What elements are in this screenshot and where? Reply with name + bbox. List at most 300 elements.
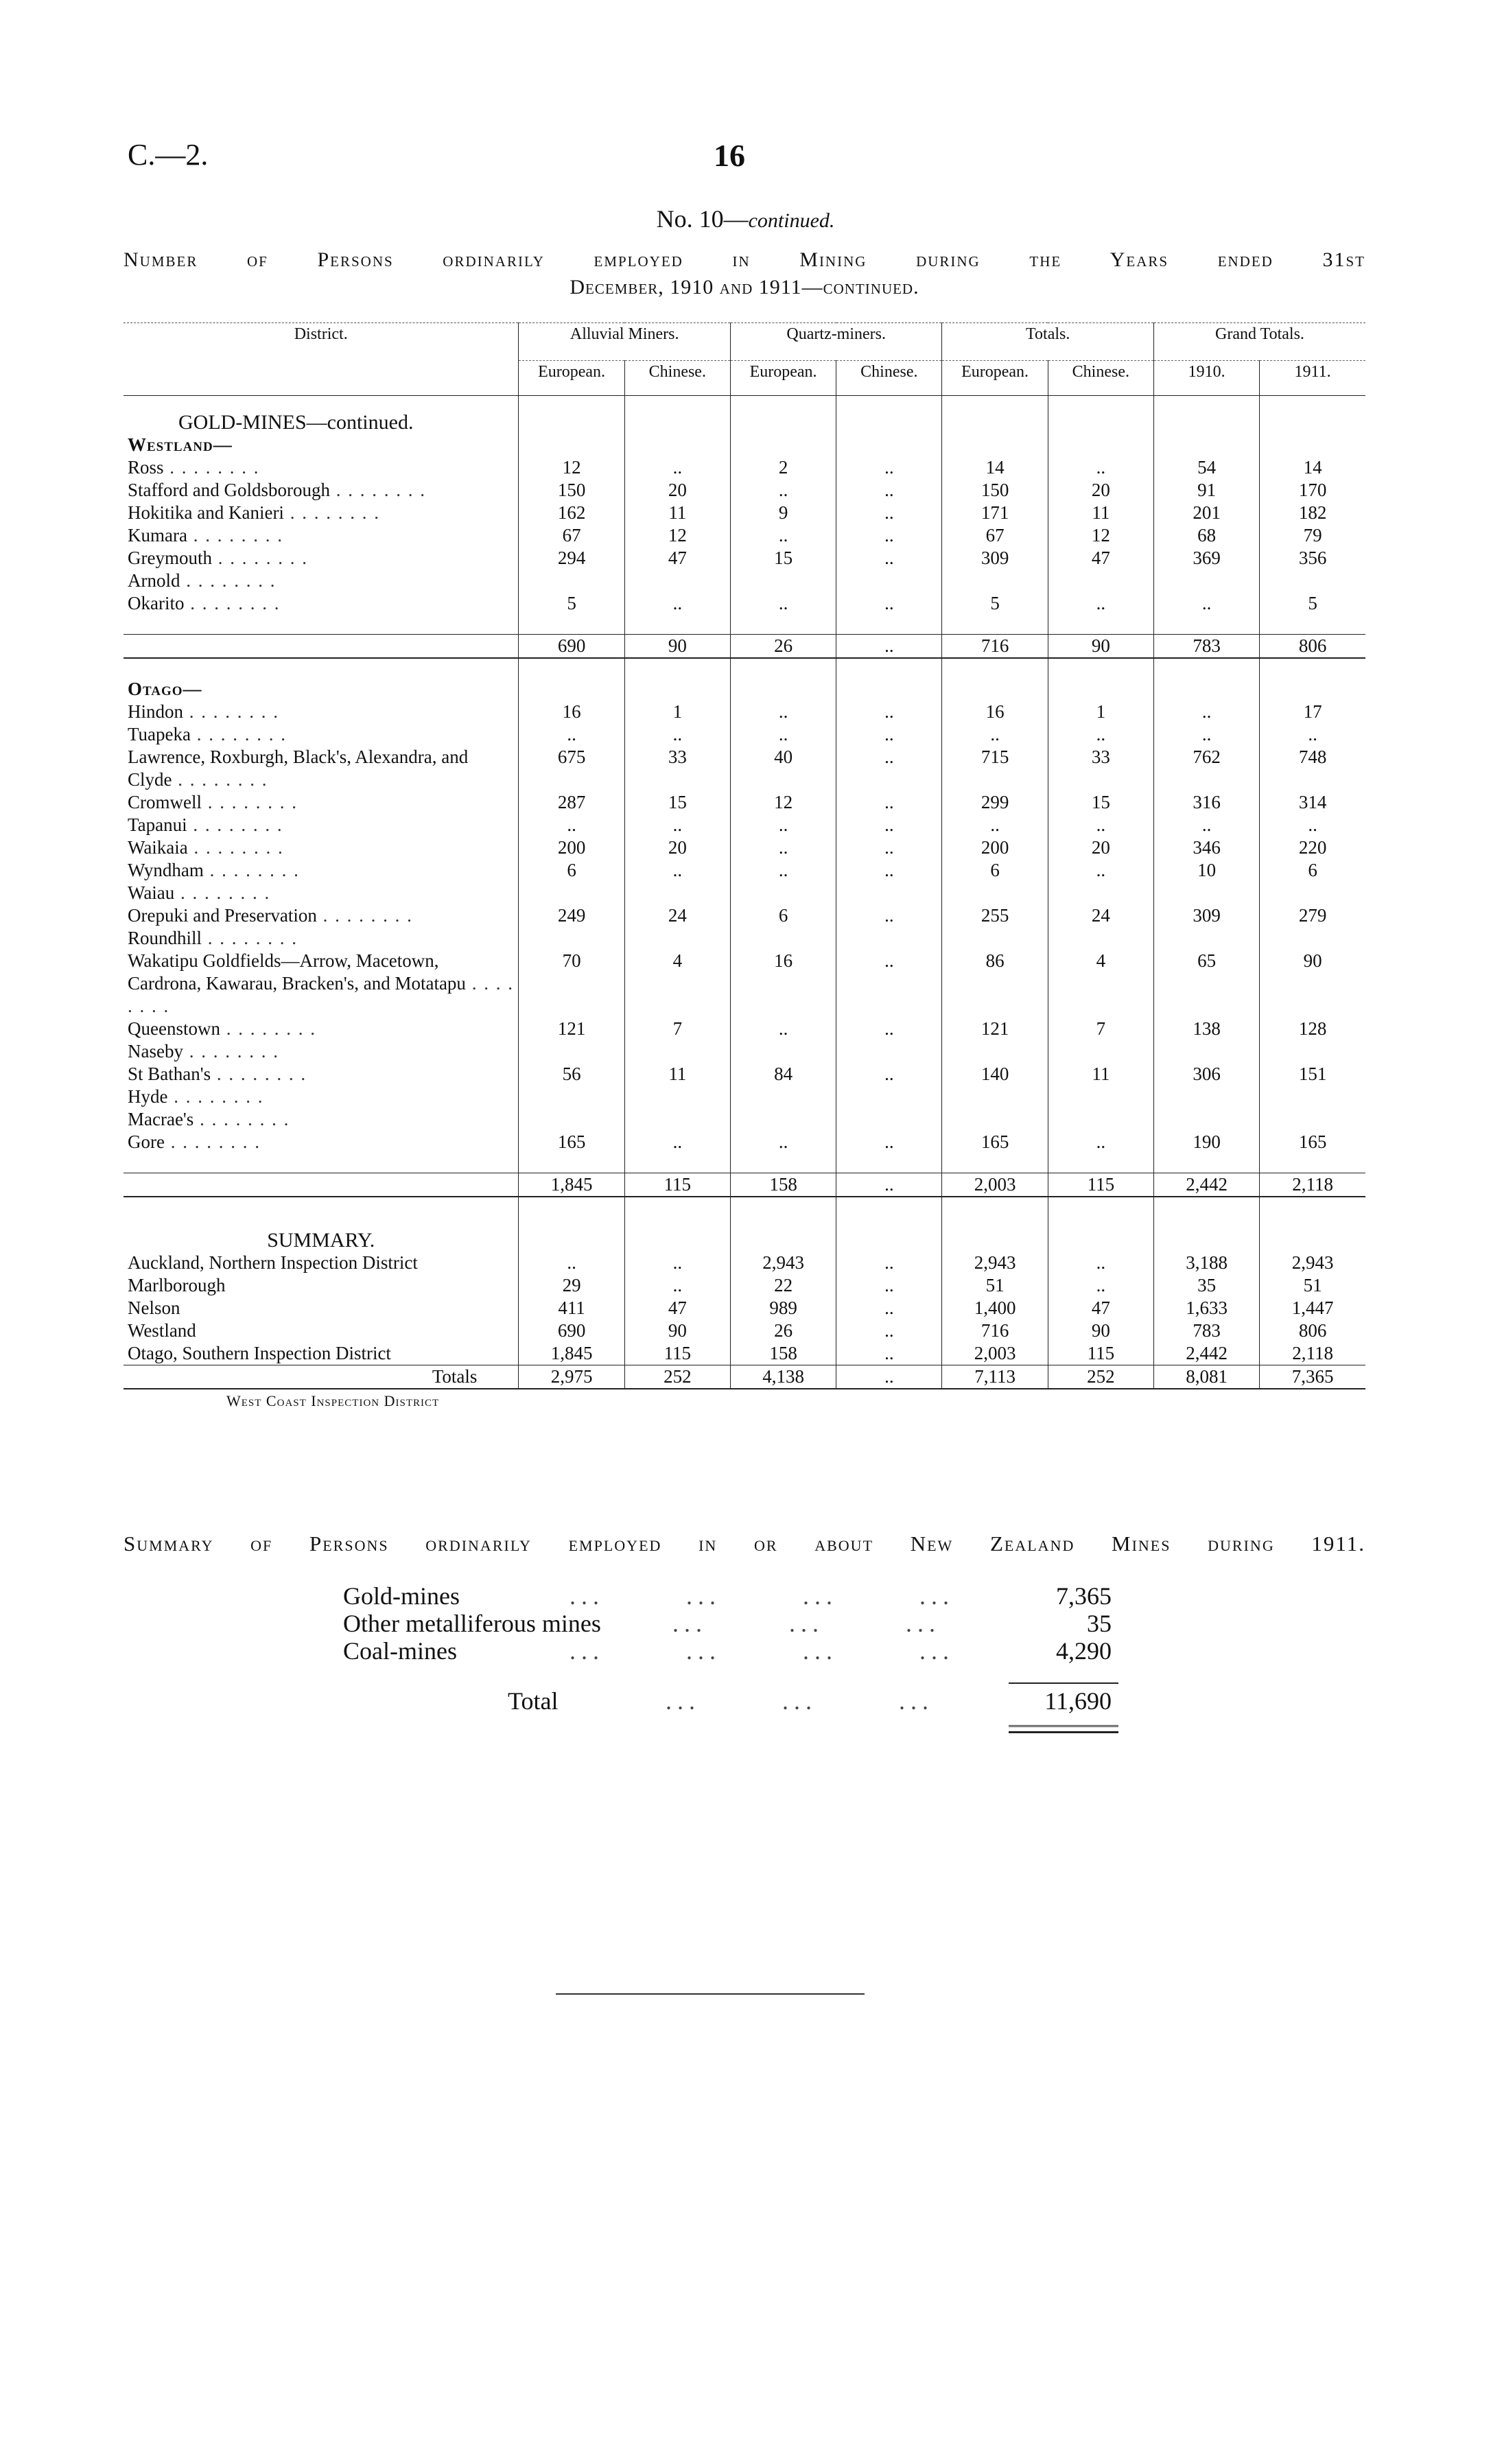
cell xyxy=(836,882,942,904)
col-1911: 1911. xyxy=(1260,361,1365,396)
district-name: Queenstown . . xyxy=(124,1018,519,1040)
cell: 86 xyxy=(942,950,1048,1018)
cell: 33 xyxy=(624,746,730,791)
cell: 150 xyxy=(519,479,624,502)
cell: 369 xyxy=(1153,547,1259,570)
total-row xyxy=(124,1173,1365,1197)
cell: 4 xyxy=(624,950,730,1018)
cell: 140 xyxy=(942,1063,1048,1086)
leader-dots: ... ... ... xyxy=(666,1687,934,1715)
cell: 2,943 xyxy=(942,1252,1048,1274)
cell: 165 xyxy=(519,1131,624,1153)
cell: 40 xyxy=(730,746,836,791)
cell xyxy=(1260,1086,1365,1108)
table-row xyxy=(124,723,1365,746)
cell xyxy=(1153,1153,1259,1173)
cell: .. xyxy=(836,479,942,502)
cell xyxy=(730,1197,836,1217)
cell: 6 xyxy=(1260,859,1365,882)
cell: 1 xyxy=(624,701,730,723)
cell: 190 xyxy=(1153,1131,1259,1153)
otago-heading-label: Otago— xyxy=(128,679,202,699)
cell: 15 xyxy=(730,547,836,570)
cell: 12 xyxy=(1048,524,1153,547)
cell: 29 xyxy=(519,1274,624,1297)
cell xyxy=(519,678,624,701)
cell xyxy=(942,1153,1048,1173)
cell: .. xyxy=(836,547,942,570)
cell xyxy=(1048,1197,1153,1217)
cell: 411 xyxy=(519,1297,624,1319)
total-label xyxy=(124,635,519,659)
cell: .. xyxy=(942,814,1048,836)
cell: .. xyxy=(624,456,730,479)
col-grand-totals: Grand Totals. xyxy=(1153,323,1365,361)
cell: .. xyxy=(836,1365,942,1389)
cell: 162 xyxy=(519,502,624,524)
table-row xyxy=(124,1342,1365,1365)
cell: .. xyxy=(836,1252,942,1274)
cell: .. xyxy=(1260,814,1365,836)
cell: 12 xyxy=(519,456,624,479)
table-row xyxy=(124,814,1365,836)
cell xyxy=(836,615,942,635)
cell: 26 xyxy=(730,635,836,659)
cell: .. xyxy=(1048,1274,1153,1297)
cell: 201 xyxy=(1153,502,1259,524)
summary-rule xyxy=(1009,1682,1118,1684)
table-body xyxy=(124,396,1365,1413)
col-district: District. xyxy=(124,323,519,396)
cell: 783 xyxy=(1153,635,1259,659)
cell xyxy=(1048,678,1153,701)
cell: 67 xyxy=(519,524,624,547)
cell: 220 xyxy=(1260,836,1365,859)
table-row xyxy=(124,547,1365,570)
cell: .. xyxy=(836,1297,942,1319)
table-row xyxy=(124,791,1365,814)
cell: .. xyxy=(836,1342,942,1365)
district-name: Stafford and Goldsborough . . xyxy=(124,479,519,502)
cell: .. xyxy=(624,723,730,746)
cell: .. xyxy=(624,1274,730,1297)
cell: .. xyxy=(836,836,942,859)
cell: .. xyxy=(1153,814,1259,836)
district-name: St Bathan's . . xyxy=(124,1063,519,1086)
cell: .. xyxy=(1153,592,1259,615)
district-name: Hindon . . xyxy=(124,701,519,723)
cell: 690 xyxy=(519,1319,624,1342)
cell: 309 xyxy=(1153,904,1259,927)
cell: .. xyxy=(836,1018,942,1040)
cell: 20 xyxy=(1048,836,1153,859)
cell: .. xyxy=(836,859,942,882)
cell: 10 xyxy=(1153,859,1259,882)
cell: 2 xyxy=(730,456,836,479)
cell xyxy=(1048,882,1153,904)
cell: 806 xyxy=(1260,635,1365,659)
cell xyxy=(942,678,1048,701)
cell xyxy=(624,1108,730,1131)
cell: 115 xyxy=(1048,1173,1153,1197)
cell: 51 xyxy=(942,1274,1048,1297)
district-name: Arnold . . xyxy=(124,570,519,592)
cell: 715 xyxy=(942,746,1048,791)
cell: 6 xyxy=(942,859,1048,882)
cell: 90 xyxy=(1048,635,1153,659)
cell xyxy=(942,1086,1048,1108)
cell xyxy=(730,678,836,701)
district-name: Roundhill . . xyxy=(124,927,519,950)
cell xyxy=(836,434,942,456)
cell: 2,003 xyxy=(942,1173,1048,1197)
col-quartz-chinese: Chinese. xyxy=(836,361,942,396)
cell xyxy=(1048,1086,1153,1108)
cell xyxy=(730,1040,836,1063)
cell xyxy=(1153,1108,1259,1131)
table-row xyxy=(124,859,1365,882)
cell: 6 xyxy=(519,859,624,882)
cell xyxy=(730,1108,836,1131)
cell xyxy=(624,1197,730,1217)
cell xyxy=(836,1153,942,1173)
table-row xyxy=(124,1018,1365,1040)
cell: .. xyxy=(1153,701,1259,723)
cell xyxy=(1048,658,1153,678)
otago-heading xyxy=(124,678,1365,701)
cell: 11 xyxy=(1048,1063,1153,1086)
cell xyxy=(1048,434,1153,456)
cell: .. xyxy=(836,701,942,723)
district-name: Wyndham . . xyxy=(124,859,519,882)
cell xyxy=(730,658,836,678)
cell xyxy=(1260,434,1365,456)
cell: 165 xyxy=(1260,1131,1365,1153)
district-name: Hyde . . xyxy=(124,1086,519,1108)
cell xyxy=(1260,1197,1365,1217)
cell: 279 xyxy=(1260,904,1365,927)
cell xyxy=(1153,434,1259,456)
cell: 47 xyxy=(624,1297,730,1319)
cell xyxy=(836,658,942,678)
cell: .. xyxy=(624,1252,730,1274)
cell xyxy=(519,1086,624,1108)
cell: 5 xyxy=(1260,592,1365,615)
cell: 182 xyxy=(1260,502,1365,524)
cell xyxy=(942,882,1048,904)
cell xyxy=(730,927,836,950)
cell: 716 xyxy=(942,1319,1048,1342)
cell xyxy=(836,1040,942,1063)
table-row xyxy=(124,502,1365,524)
cell xyxy=(519,1153,624,1173)
table-row xyxy=(124,904,1365,927)
cell: 170 xyxy=(1260,479,1365,502)
district-name: Naseby . . xyxy=(124,1040,519,1063)
cell xyxy=(1153,1197,1259,1217)
cell xyxy=(1048,927,1153,950)
cell: 6 xyxy=(730,904,836,927)
persons-summary-total-label: Total xyxy=(508,1687,559,1715)
document-reference: C.—2. xyxy=(128,138,209,172)
cell: .. xyxy=(730,1018,836,1040)
cell: 346 xyxy=(1153,836,1259,859)
cell xyxy=(519,615,624,635)
cell: .. xyxy=(1048,814,1153,836)
district-name: Nelson xyxy=(128,1298,180,1318)
table-row xyxy=(124,1131,1365,1153)
district-name: Macrae's . . xyxy=(124,1108,519,1131)
cell xyxy=(730,570,836,592)
cell: 9 xyxy=(730,502,836,524)
table-row xyxy=(124,1319,1365,1342)
cell: 14 xyxy=(1260,456,1365,479)
cell: .. xyxy=(624,814,730,836)
cell: 20 xyxy=(624,836,730,859)
cell: .. xyxy=(836,814,942,836)
district-name: Orepuki and Preservation . . xyxy=(124,904,519,927)
summary-heading-label: SUMMARY. xyxy=(267,1229,375,1252)
cell xyxy=(942,1217,1048,1252)
cell xyxy=(1260,1217,1365,1252)
cell: 12 xyxy=(730,791,836,814)
cell xyxy=(730,1153,836,1173)
district-name: Gore . . xyxy=(124,1131,519,1153)
district-name: Otago, Southern Inspection District xyxy=(128,1343,391,1363)
cell xyxy=(624,1153,730,1173)
district-name: Okarito . . xyxy=(124,592,519,615)
cell xyxy=(624,1086,730,1108)
cell: 47 xyxy=(1048,547,1153,570)
cell: .. xyxy=(519,814,624,836)
cell: 255 xyxy=(942,904,1048,927)
cell: 5 xyxy=(519,592,624,615)
cell xyxy=(624,434,730,456)
cell xyxy=(1048,1108,1153,1131)
cell: .. xyxy=(519,1252,624,1274)
cell xyxy=(1153,570,1259,592)
cell: 989 xyxy=(730,1297,836,1319)
cell xyxy=(519,927,624,950)
col-alluvial-chinese: Chinese. xyxy=(624,361,730,396)
cell: 7 xyxy=(1048,1018,1153,1040)
col-alluvial: Alluvial Miners. xyxy=(519,323,731,361)
district-name: Hokitika and Kanieri . . xyxy=(124,502,519,524)
cell: 165 xyxy=(942,1131,1048,1153)
cell: .. xyxy=(836,904,942,927)
cell: .. xyxy=(730,723,836,746)
col-alluvial-european: European. xyxy=(519,361,624,396)
cell: 150 xyxy=(942,479,1048,502)
cell: 158 xyxy=(730,1342,836,1365)
cell xyxy=(942,1040,1048,1063)
cell: 356 xyxy=(1260,547,1365,570)
persons-summary-total-value: 11,690 xyxy=(1044,1687,1112,1715)
cell xyxy=(730,1086,836,1108)
cell: 121 xyxy=(519,1018,624,1040)
cell xyxy=(624,658,730,678)
cell xyxy=(519,434,624,456)
cell xyxy=(1153,1040,1259,1063)
persons-summary-item: Other metalliferous mines ... ... ... 35 xyxy=(343,1610,1112,1637)
cell: .. xyxy=(730,479,836,502)
cell: .. xyxy=(836,592,942,615)
footer-rule xyxy=(556,1993,865,1995)
cell: 20 xyxy=(624,479,730,502)
cell: 84 xyxy=(730,1063,836,1086)
cell xyxy=(836,1217,942,1252)
persons-summary-item: Gold-mines ... ... ... ... 7,365 xyxy=(343,1582,1112,1610)
westland-heading-label: Westland— xyxy=(128,434,233,455)
cell: 67 xyxy=(942,524,1048,547)
cell xyxy=(519,1197,624,1217)
table-row xyxy=(124,836,1365,859)
cell xyxy=(1153,678,1259,701)
cell: .. xyxy=(836,791,942,814)
cell: 151 xyxy=(1260,1063,1365,1086)
cell: 748 xyxy=(1260,746,1365,791)
cell: 4 xyxy=(1048,950,1153,1018)
cell: 7 xyxy=(624,1018,730,1040)
cell xyxy=(730,882,836,904)
cell: 24 xyxy=(624,904,730,927)
district-name: Ross . . xyxy=(124,456,519,479)
cell: 47 xyxy=(1048,1297,1153,1319)
cell: 314 xyxy=(1260,791,1365,814)
cell xyxy=(1260,678,1365,701)
cell: .. xyxy=(836,524,942,547)
cell xyxy=(1260,1153,1365,1173)
cell: 1,845 xyxy=(519,1342,624,1365)
cell xyxy=(836,570,942,592)
district-name: Cromwell . . xyxy=(124,791,519,814)
district-name: Tapanui . . xyxy=(124,814,519,836)
cell xyxy=(1153,615,1259,635)
cell xyxy=(1153,1086,1259,1108)
cell: 16 xyxy=(730,950,836,1018)
cell: 56 xyxy=(519,1063,624,1086)
cell: 20 xyxy=(1048,479,1153,502)
table-row xyxy=(124,570,1365,592)
table-row xyxy=(124,1274,1365,1297)
cell xyxy=(519,1040,624,1063)
cell: 8,081 xyxy=(1153,1365,1259,1389)
table-title-line-2: December, 1910 and 1911—continued. xyxy=(570,276,919,298)
cell xyxy=(1153,882,1259,904)
district-name: Tuapeka . . xyxy=(124,723,519,746)
table-row xyxy=(124,456,1365,479)
cell: 783 xyxy=(1153,1319,1259,1342)
cell: 2,975 xyxy=(519,1365,624,1389)
cell: 306 xyxy=(1153,1063,1259,1086)
cell: .. xyxy=(624,1131,730,1153)
cell xyxy=(730,1217,836,1252)
cell: 11 xyxy=(624,502,730,524)
cell xyxy=(1260,882,1365,904)
cell: 115 xyxy=(1048,1342,1153,1365)
section-heading: GOLD-MINES—continued. xyxy=(178,411,414,434)
cell: 7,113 xyxy=(942,1365,1048,1389)
cell xyxy=(624,1217,730,1252)
cell: .. xyxy=(836,456,942,479)
cell xyxy=(836,1086,942,1108)
col-totals: Totals. xyxy=(942,323,1154,361)
cell: .. xyxy=(1048,1252,1153,1274)
cell: 47 xyxy=(624,547,730,570)
cell: 79 xyxy=(1260,524,1365,547)
cell: 2,442 xyxy=(1153,1173,1259,1197)
cell: 51 xyxy=(1260,1274,1365,1297)
cell: 2,003 xyxy=(942,1342,1048,1365)
cell: 16 xyxy=(519,701,624,723)
cell xyxy=(519,1108,624,1131)
cell xyxy=(1048,1217,1153,1252)
cell: .. xyxy=(730,592,836,615)
cell: 249 xyxy=(519,904,624,927)
cell xyxy=(942,570,1048,592)
cell: 2,943 xyxy=(730,1252,836,1274)
cell xyxy=(519,1217,624,1252)
cell: 2,118 xyxy=(1260,1173,1365,1197)
summary-heading xyxy=(124,1217,1365,1252)
cell xyxy=(1260,1040,1365,1063)
cell xyxy=(942,615,1048,635)
cell: .. xyxy=(1260,723,1365,746)
cell: 252 xyxy=(1048,1365,1153,1389)
cell: 121 xyxy=(942,1018,1048,1040)
cell: .. xyxy=(836,1173,942,1197)
cell: 14 xyxy=(942,456,1048,479)
cell: 316 xyxy=(1153,791,1259,814)
cell xyxy=(624,927,730,950)
cell: 7,365 xyxy=(1260,1365,1365,1389)
cell xyxy=(942,1197,1048,1217)
cell: 15 xyxy=(1048,791,1153,814)
cell: .. xyxy=(836,746,942,791)
cell xyxy=(836,927,942,950)
cell: .. xyxy=(1048,592,1153,615)
table-number: No. 10—continued. xyxy=(656,205,835,233)
table-title-line-1: Number of Persons ordinarily employed in Mining during the Years ended 31st xyxy=(124,248,1365,271)
cell: 65 xyxy=(1153,950,1259,1018)
cell: 54 xyxy=(1153,456,1259,479)
cell xyxy=(519,570,624,592)
cell: .. xyxy=(1153,723,1259,746)
cell xyxy=(624,570,730,592)
cell: .. xyxy=(730,836,836,859)
cell: .. xyxy=(624,859,730,882)
cell xyxy=(519,658,624,678)
cell: 115 xyxy=(624,1342,730,1365)
cell: 1,447 xyxy=(1260,1297,1365,1319)
cell: 90 xyxy=(624,635,730,659)
district-name: Lawrence, Roxburgh, Black's, Alexandra, and Clyde . . xyxy=(124,746,519,791)
table-row xyxy=(124,524,1365,547)
cell: .. xyxy=(836,502,942,524)
cell: 716 xyxy=(942,635,1048,659)
persons-summary-title: Summary of Persons ordinarily employed in or about New Zealand Mines during 1911. xyxy=(124,1532,1365,1556)
cell: .. xyxy=(730,524,836,547)
cell xyxy=(1048,570,1153,592)
cell xyxy=(1153,927,1259,950)
cell: .. xyxy=(836,635,942,659)
cell: .. xyxy=(836,950,942,1018)
cell xyxy=(1048,615,1153,635)
cell: .. xyxy=(836,1274,942,1297)
cell: 3,188 xyxy=(1153,1252,1259,1274)
total-label xyxy=(124,1173,519,1197)
cell: .. xyxy=(1048,723,1153,746)
